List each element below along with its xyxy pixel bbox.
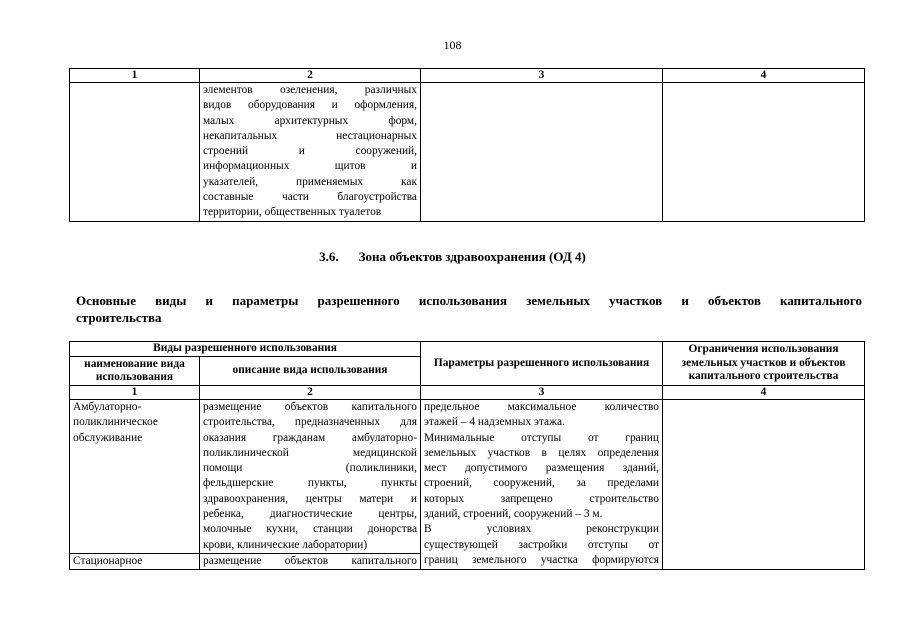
group-header: Виды разрешенного использования (70, 342, 421, 357)
table-header-row (70, 342, 865, 357)
text-line: Амбулаторно- (73, 401, 142, 413)
cell-name (70, 400, 200, 554)
text-line: обслуживание (73, 431, 143, 444)
section-heading (0, 249, 905, 265)
text-line: строительства, предназначенных для (203, 416, 417, 429)
text-line: видов оборудования и оформления, (203, 99, 417, 112)
text-line: размещение объектов капитального (203, 554, 417, 567)
text-line: составные части благоустройства (203, 191, 417, 204)
text-line: мест допустимого размещения зданий, (424, 462, 659, 475)
text-line: элементов озеленения, различных (203, 84, 417, 96)
text-line: крови, клинические лаборатории) (203, 538, 368, 551)
cell-name (70, 553, 200, 569)
text-line: строений и сооружений, (203, 145, 417, 158)
text-line: информационных щитов и (203, 160, 417, 173)
name-header: наименование вида использования (70, 357, 200, 386)
column-number: 4 (663, 69, 865, 83)
cell-description (200, 553, 421, 569)
text-line: зданий, строений, сооружений – 3 м. (424, 508, 603, 521)
text-line: некапитальных нестационарных (203, 129, 417, 142)
text-line: размещение объектов капитального (203, 401, 417, 413)
column-number: 2 (200, 69, 421, 83)
params-header: Параметры разрешенного использования (421, 342, 663, 386)
cell-description (200, 83, 421, 222)
table-number-row (70, 386, 865, 400)
column-number: 1 (70, 69, 200, 83)
text-line: предельное максимальное количество (424, 401, 659, 413)
section-number: 3.6. (319, 249, 339, 264)
text-line: этажей – 4 надземных этажа. (424, 416, 565, 429)
cell-limits (663, 400, 865, 570)
cell-empty (663, 83, 865, 222)
text-line: помощи (поликлиники, (203, 462, 417, 475)
section-title: Зона объектов здравоохранения (ОД 4) (358, 249, 586, 264)
table-row (70, 400, 865, 554)
text-line: ребенка, диагностические центры, (203, 508, 417, 521)
page-number: 108 (443, 38, 462, 52)
limits-header: Ограничения использования земельных участков и объектов капитального строительства (663, 342, 865, 386)
text-line: молочные кухни, станции донорства (203, 523, 417, 536)
cell-empty (70, 83, 200, 222)
zone-table (69, 341, 865, 570)
text-line: земельных участков в целях определения (424, 446, 659, 459)
subtitle (76, 292, 862, 326)
text-line: указателей, применяемых как (203, 175, 417, 188)
table-row (70, 83, 865, 222)
text-line: границ земельного участка формируются (424, 553, 659, 566)
text-line: поликлинической медицинской (203, 446, 417, 459)
description-header: описание вида использования (200, 357, 421, 386)
cell-empty (421, 83, 663, 222)
cell-params (421, 400, 663, 570)
subtitle-line: Основные виды и параметры разрешенного использования земельных участков и объектов капитального (76, 293, 862, 308)
table-header-row (70, 69, 865, 83)
text-line: здравоохранения, центры матери и (203, 492, 417, 505)
text-line: фельдшерские пункты, пункты (203, 477, 417, 490)
text-line: В условиях реконструкции (424, 523, 659, 536)
text-line: оказания гражданам амбулаторно- (203, 431, 417, 444)
continuation-table (69, 68, 865, 222)
text-line: Минимальные отступы от границ (424, 431, 659, 444)
text-line: которых запрещено строительство (424, 492, 659, 505)
column-number: 2 (200, 386, 421, 400)
text-line: строений, сооружений, за пределами (424, 477, 659, 490)
text-line: Стационарное (73, 554, 143, 567)
subtitle-line: строительства (76, 310, 162, 325)
text-line: малых архитектурных форм, (203, 114, 417, 127)
column-number: 1 (70, 386, 200, 400)
text-line: существующей застройки отступы от (424, 538, 659, 551)
column-number: 4 (663, 386, 865, 400)
text-line: поликлиническое (73, 416, 158, 429)
text-line: территории, общественных туалетов (203, 206, 382, 219)
cell-description (200, 400, 421, 554)
column-number: 3 (421, 386, 663, 400)
column-number: 3 (421, 69, 663, 83)
